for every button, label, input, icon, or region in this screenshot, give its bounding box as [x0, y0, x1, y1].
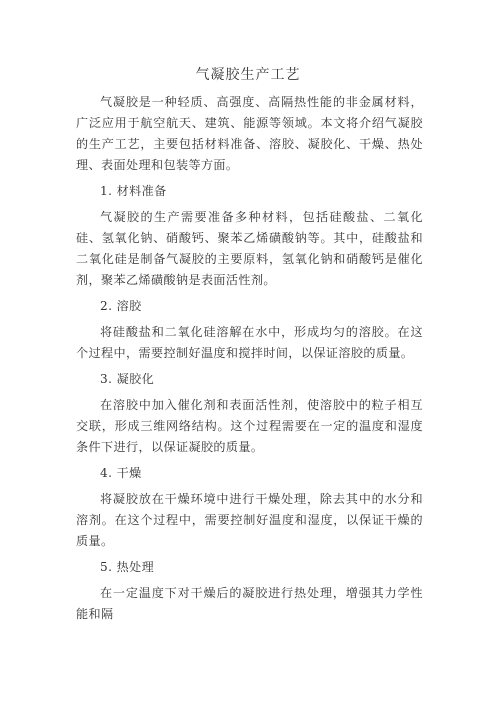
- section-heading-sol: 2. 溶胶: [100, 299, 142, 313]
- intro-paragraph: 气凝胶是一种轻质、高强度、高隔热性能的非金属材料，广泛应用于航空航天、建筑、能源等领域。本文将介绍气凝胶的生产工艺，主要包括材料准备、溶胶、凝胶化、干燥、热处理、表面处理和包装等方面。: [76, 95, 423, 172]
- section-heading-heat-treatment: 5. 热处理: [100, 560, 155, 574]
- section-body-sol: 将硅酸盐和二氧化硅溶解在水中，形成均匀的溶胶。在这个过程中，需要控制好温度和搅拌时间，以保证溶胶的质量。: [76, 325, 423, 360]
- section-body-materials: 气凝胶的生产需要准备多种材料，包括硅酸盐、二氧化硅、氢氧化钠、硝酸钙、聚苯乙烯磺酸钠等。其中，硅酸盐和二氧化硅是制备气凝胶的主要原料，氢氧化钠和硝酸钙是催化剂，聚苯乙烯磺酸钠是表面活性剂。: [76, 210, 423, 287]
- document-body: [76, 92, 423, 630]
- document-title: 气凝胶生产工艺: [195, 67, 301, 83]
- section-heading-materials: 1. 材料准备: [100, 184, 167, 198]
- section-body-drying: 将凝胶放在干燥环境中进行干燥处理，除去其中的水分和溶剂。在这个过程中，需要控制好温度和湿度，以保证干燥的质量。: [76, 492, 423, 548]
- section-heading-gelation: 3. 凝胶化: [100, 372, 155, 386]
- section-body-gelation: 在溶胶中加入催化剂和表面活性剂，使溶胶中的粒子相互交联，形成三维网络结构。这个过程需要在一定的温度和湿度条件下进行，以保证凝胶的质量。: [76, 398, 423, 454]
- section-body-heat-treatment: 在一定温度下对干燥后的凝胶进行热处理，增强其力学性能和隔: [76, 586, 423, 621]
- section-heading-drying: 4. 干燥: [100, 466, 142, 480]
